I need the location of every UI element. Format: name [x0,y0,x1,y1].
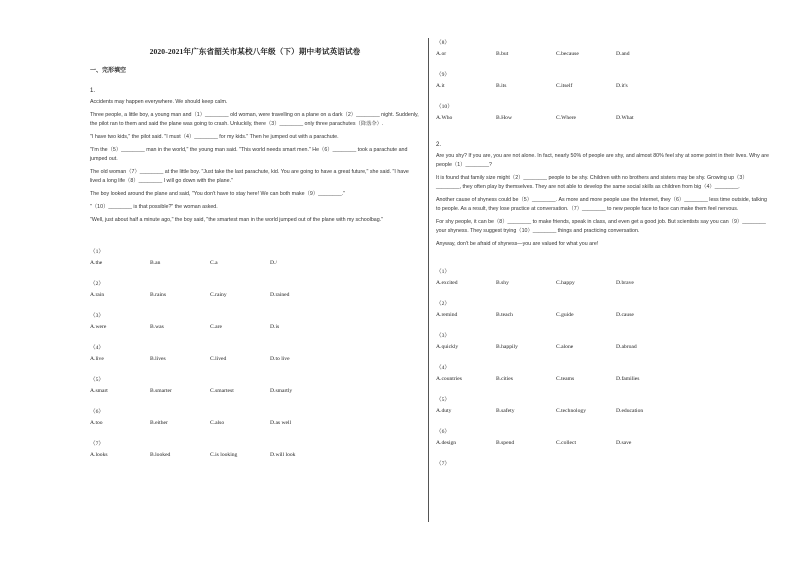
option[interactable]: A.rain [90,292,105,298]
option[interactable]: A.or [436,51,447,57]
option[interactable]: D.save [616,440,632,446]
option[interactable]: A.Who [436,115,453,121]
question-number: （4） [436,365,450,371]
option-row [90,289,420,303]
option[interactable]: D.will look [270,452,296,458]
question-block [436,331,772,355]
option[interactable]: B.rains [150,292,167,298]
option[interactable]: A.countries [436,376,462,382]
option-row [90,449,420,463]
passage-paragraph: Anyway, don't be afraid of shyness—you are valued for what you are! [436,241,599,247]
passage-paragraph: "（10）________ is that possible?" the woman asked. [90,204,218,210]
passage-paragraph: It is found that family size might（2）________ people to be shy. Children with no brothers and sisters may be shy. Growing up（3）________, they often play by themselves. They are not able to develop the same social skills as children from big（4）________. [436,175,748,190]
option[interactable]: B.an [150,260,161,266]
option-row [436,373,772,387]
passage-paragraph: The boy looked around the plane and said, "You don't have to stay here! We can both make（9）________." [90,191,346,197]
question-block [436,102,772,126]
option[interactable]: B.either [150,420,168,426]
question-block [436,427,772,451]
option[interactable]: D.abroad [616,344,637,350]
option[interactable]: A.it [436,83,445,89]
question-number: （7） [436,461,450,467]
question-number: （9） [436,72,450,78]
question-block [90,375,420,399]
option[interactable]: C.rainy [210,292,227,298]
option[interactable]: D.education [616,408,644,414]
option[interactable]: D.is [270,324,280,330]
option[interactable]: B.was [150,324,164,330]
option[interactable]: A.excited [436,280,458,286]
passage-paragraph: The old woman（7）________ at the little boy. "Just take the last parachute, kid. You are going to have a great future," she said. "I have lived a long life（8）________ I will go down with the plane." [90,169,409,184]
passage-paragraph: Are you shy? If you are, you are not alone. In fact, nearly 50% of people are shy, and almost 80% feel shy at some point in their lives. Why are people（1）________? [436,153,769,168]
option[interactable]: A.remind [436,312,458,318]
passage-paragraph: Three people, a little boy, a young man and（1）________ old woman, were travelling on a plane on a dark（2）________ night. Suddenly, the pilot ran to them and said the plane was going to crash. Unluckily, there（3）________ only three parachutes（降落伞）. [90,112,419,127]
option[interactable]: A.were [90,324,107,330]
question-block [90,407,420,431]
question-block [90,279,420,303]
passage-paragraph: For shy people, it can be（8）________ to make friends, speak in class, and even get a good job. But scientists say you can（9）________ your shyness. They suggest trying（10）________ things and practicing conversation. [436,219,766,234]
question-number: （7） [90,441,104,447]
question-block [436,363,772,387]
question-block [90,247,420,271]
passage-paragraph: "I'm the（5）________ man in the world," the young man said. "This world needs smart men." He（6）________ took a parachute and jumped out. [90,147,408,162]
question-number: （3） [436,333,450,339]
question-number: （8） [436,40,450,46]
option-row [90,353,420,367]
option[interactable]: C.alone [556,344,574,350]
question-number: （1） [436,269,450,275]
option[interactable]: C.a [210,260,218,266]
option[interactable]: B.shy [496,280,509,286]
question-number: （2） [90,281,104,287]
question-number: （3） [90,313,104,319]
question-block [90,439,420,463]
option[interactable]: A.live [90,356,104,362]
option[interactable]: D.as well [270,420,292,426]
passage-number: 2. [436,142,442,148]
option[interactable]: B.its [496,83,507,89]
option[interactable]: B.but [496,51,509,57]
option-row [90,321,420,335]
option[interactable]: C.teams [556,376,575,382]
question-number: （2） [436,301,450,307]
question-block [436,70,772,94]
question-number: （5） [436,397,450,403]
option-row [436,48,772,62]
question-block [436,395,772,419]
option-row [436,341,772,355]
document-title: 2020-2021年广东省韶关市某校八年级（下）期中考试英语试卷 [149,47,361,56]
option[interactable]: C.smartest [210,388,234,394]
option[interactable]: C.are [210,324,222,330]
option[interactable]: B.teach [496,312,513,318]
section-heading-cloze: 一、完形填空 [90,68,127,74]
option[interactable]: D.smartly [270,388,293,394]
option-row [436,437,772,451]
option[interactable]: C.guide [556,312,574,318]
option[interactable]: C.happy [556,280,575,286]
passage-paragraph: "I have two kids," the pilot said. "I must（4）________ for my kids." Then he jumped out with a parachute. [90,134,339,140]
option[interactable]: D.to live [270,356,290,362]
option[interactable]: D./ [270,260,277,266]
question-number: （6） [436,429,450,435]
passage-paragraph: "Well, just about half a minute ago," the boy said, "the smartest man in the world jumped out of the plane with my schoolbag." [90,217,384,223]
option[interactable]: B.safety [496,408,515,414]
option[interactable]: C.itself [556,83,573,89]
question-number: （1） [90,249,104,255]
option[interactable]: B.happily [496,344,518,350]
option-row [436,405,772,419]
option[interactable]: B.smarter [150,388,172,394]
option[interactable]: B.cities [496,376,513,382]
option[interactable]: A.design [436,440,457,446]
question-number: （10） [436,104,453,110]
question-block [90,311,420,335]
option[interactable]: D.it's [616,83,628,89]
question-number: （4） [90,345,104,351]
passage-paragraph: Accidents may happen everywhere. We should keep calm. [90,99,228,105]
option[interactable]: C.collect [556,440,577,446]
option[interactable]: D.brave [616,280,634,286]
option[interactable]: A.smart [90,388,108,394]
question-block [436,267,772,291]
option-row [436,80,772,94]
option[interactable]: A.quickly [436,344,459,350]
left-column [90,40,420,463]
question-block [436,459,772,469]
option[interactable]: B.looked [150,452,171,458]
option[interactable]: A.looks [90,452,108,458]
question-block [90,343,420,367]
option-row [436,112,772,126]
option[interactable]: A.too [90,420,103,426]
option[interactable]: A.the [90,260,103,266]
passage-number: 1. [90,88,96,94]
option-row [90,417,420,431]
option[interactable]: D.cause [616,312,634,318]
option-row [436,309,772,323]
option[interactable]: B.spend [496,440,515,446]
passage-paragraph: Another cause of shyness could be（5）________. As more and more people use the Internet, they（6）________ less time outside, talking to people. As a result, they lose practice at conversation.（7）________ to new people face to face can make them feel nervous. [436,197,767,212]
option-row [90,257,420,271]
question-block [436,299,772,323]
option[interactable]: D.What [616,115,634,121]
option[interactable]: C.technology [556,408,586,414]
option[interactable]: B.How [496,115,513,121]
option[interactable]: D.rained [270,292,290,298]
question-number: （6） [90,409,104,415]
question-number: （5） [90,377,104,383]
option[interactable]: B.lives [150,356,166,362]
option-row [436,277,772,291]
option[interactable]: C.lived [210,356,227,362]
option[interactable]: D.and [616,51,630,57]
option[interactable]: C.because [556,51,579,57]
option[interactable]: C.Where [556,115,577,121]
option[interactable]: C.also [210,420,225,426]
option[interactable]: A.duty [436,408,452,414]
option-row [90,385,420,399]
column-divider [428,38,429,522]
option[interactable]: C.is looking [210,452,238,458]
right-column [436,38,772,469]
question-block [436,38,772,62]
option[interactable]: D.families [616,376,640,382]
